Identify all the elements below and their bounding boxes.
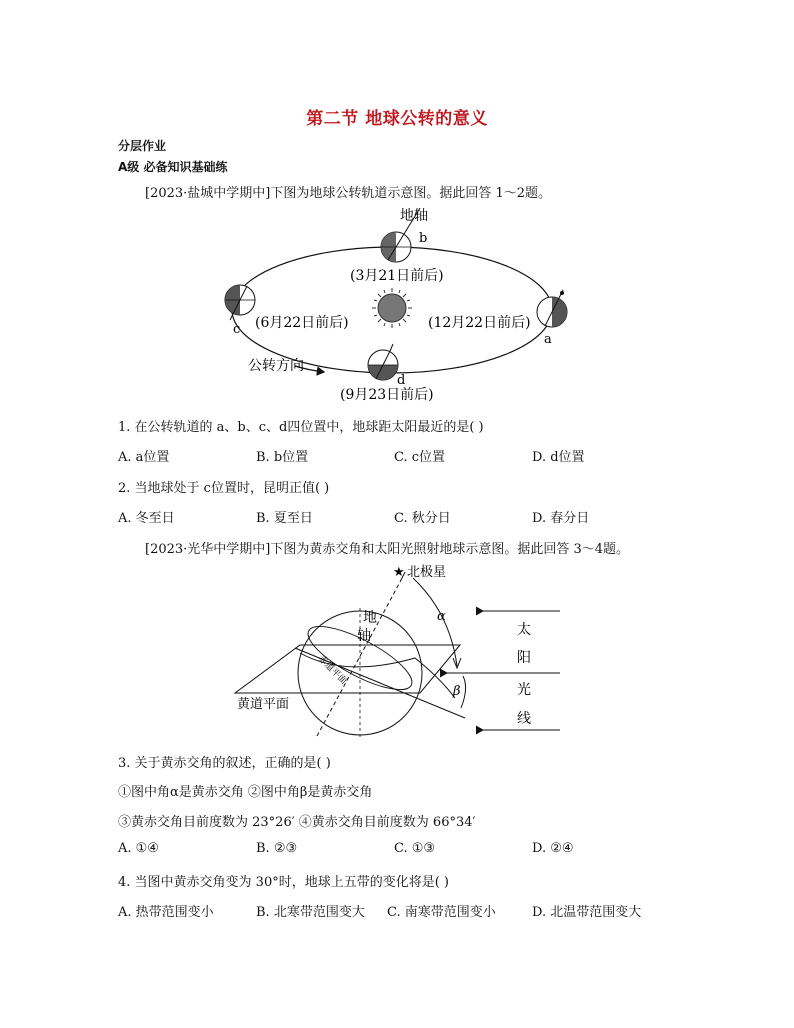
equator-label: 赤道平面 [315,654,349,687]
fig1-label-jun: (6月22日前后) [255,315,349,331]
question-2: 2. 当地球处于 c位置时，昆明正值( ) [118,481,330,496]
sun-label-4: 线 [517,711,531,727]
intro-text-1: [2023·盐城中学期中]下图为地球公转轨道示意图。据此回答 1～2题。 [145,186,552,201]
orbit-diagram [200,200,600,405]
question-3: 3. 关于黄赤交角的叙述，正确的是( ) [118,756,331,771]
axis-label-1: 地 [363,610,377,626]
polaris-star-icon: ★ [393,565,405,580]
fig1-label-dec: (12月22日前后) [428,315,531,331]
q1-option-b[interactable]: B. b位置 [256,450,309,465]
q1-option-d[interactable]: D. d位置 [532,450,585,465]
q2-option-b[interactable]: B. 夏至日 [256,511,313,526]
page-title: 第二节 地球公转的意义 [306,109,488,129]
intro-text-2: [2023·光华中学期中]下图为黄赤交角和太阳光照射地球示意图。据此回答 3～4题。 [145,542,630,557]
q3-option-c[interactable]: C. ①③ [394,841,436,856]
q2-option-d[interactable]: D. 春分日 [532,511,590,526]
sun-label-2: 阳 [517,650,531,666]
sun-label-1: 太 [517,622,531,638]
q1-option-c[interactable]: C. c位置 [394,450,446,465]
question-1: 1. 在公转轨道的 a、b、c、d四位置中，地球距太阳最近的是( ) [118,420,484,435]
level-label: A级 必备知识基础练 [118,160,228,174]
q3-option-b[interactable]: B. ②③ [256,841,298,856]
fig1-label-c: c [233,322,241,337]
question-4: 4. 当图中黄赤交角变为 30°时，地球上五带的变化将是( ) [118,875,449,890]
earth-a-icon [537,290,567,327]
fig1-label-b: b [419,231,428,246]
section-label: 分层作业 [118,139,167,153]
q2-option-a[interactable]: A. 冬至日 [118,511,175,526]
q2-option-c[interactable]: C. 秋分日 [394,511,451,526]
obliquity-diagram [225,558,575,740]
sun-label-3: 光 [517,682,531,698]
fig1-label-a: a [544,332,552,347]
earth-c-icon [225,285,255,320]
earth-axis [317,582,400,736]
fig1-label-mar: (3月21日前后) [350,268,444,284]
q1-option-a[interactable]: A. a位置 [118,450,170,465]
q3-option-d[interactable]: D. ②④ [532,841,574,856]
fig1-direction-label: 公转方向 [248,358,304,374]
axis-label-2: 轴 [357,628,371,644]
q4-option-b[interactable]: B. 北寒带范围变大 [256,905,365,920]
beta-label: β [453,684,461,699]
ecliptic-plane [235,645,460,693]
sun-icon [372,288,412,328]
q3-option-a[interactable]: A. ①④ [118,841,159,856]
q3-statements-2: ③黄赤交角目前度数为 23°26′ ④黄赤交角目前度数为 66°34′ [118,815,476,830]
q3-statements-1: ①图中角α是黄赤交角 ②图中角β是黄赤交角 [118,785,373,800]
polaris-label: 北极星 [407,565,447,580]
fig1-axis-label: 地轴 [400,208,428,224]
ecliptic-label: 黄道平面 [237,697,290,712]
q4-option-d[interactable]: D. 北温带范围变大 [532,905,642,920]
fig1-label-sep: (9月23日前后) [340,387,434,403]
q4-option-c[interactable]: C. 南寒带范围变小 [387,905,496,920]
alpha-label: α [437,609,446,624]
fig1-label-d: d [397,373,406,388]
q4-option-a[interactable]: A. 热带范围变小 [118,905,214,920]
earth-d-icon [368,344,398,380]
